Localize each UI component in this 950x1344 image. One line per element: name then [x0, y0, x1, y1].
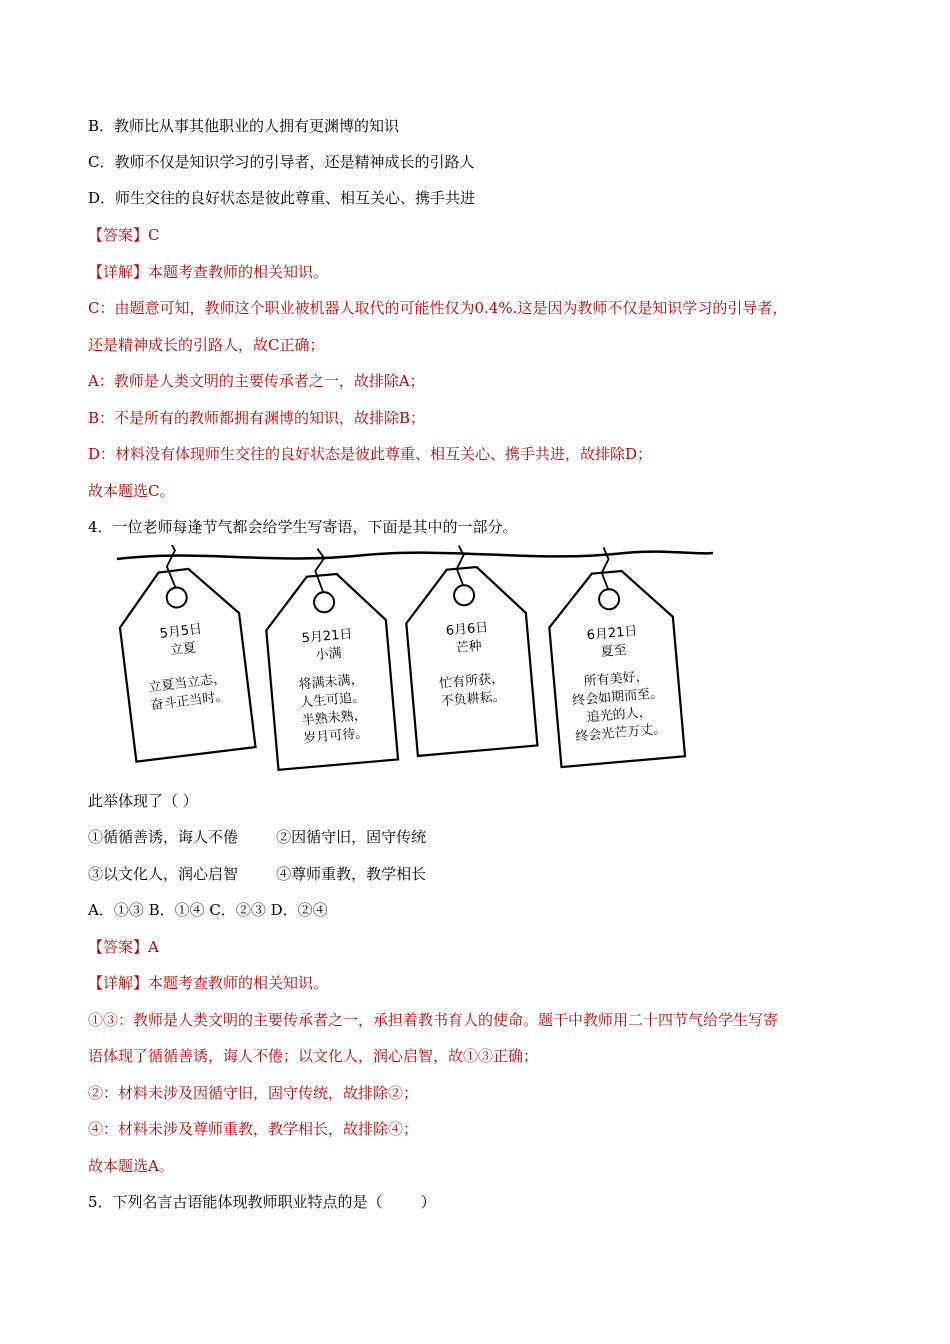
tag-line: 终会光芒万丈。: [574, 721, 667, 745]
tag-line: 岁月可待。: [302, 725, 369, 747]
q4-options-row-1: ①循循善诱，诲人不倦 ②因循守旧，固守传统: [88, 828, 427, 846]
tag-date: 6月6日: [445, 620, 489, 639]
tag-line: 终会如期而至。: [571, 685, 664, 709]
tag-lixia: [115, 545, 256, 762]
q4-options-row-2: ③以文化人，润心启智 ④尊师重教，教学相长: [88, 865, 427, 883]
q3-explanation-2: 还是精神成长的引路人，故C正确；: [88, 336, 325, 354]
hanging-string: [117, 552, 713, 559]
tag-line: 将满未满，: [298, 672, 365, 693]
tag-shape: [402, 563, 537, 756]
tag-line: 所有美好，: [583, 669, 650, 690]
tag-date: 5月5日: [158, 621, 203, 642]
tag-date: 6月21日: [586, 623, 639, 644]
tag-line: 人生可追。: [299, 690, 366, 711]
tag-line: 追光的人，: [586, 705, 653, 726]
q4-conclusion: 故本题选A。: [88, 1157, 174, 1175]
q4-stem: 4．一位老师每逢节气都会给学生写寄语，下面是其中的一部分。: [88, 518, 518, 536]
tag-line: 半熟未熟，: [301, 708, 368, 729]
q3-option-c: C．教师不仅是知识学习的引导者，还是精神成长的引路人: [88, 153, 475, 171]
tag-line: 忙有所获，: [438, 671, 505, 692]
tag-term: 芒种: [455, 638, 483, 657]
q3-explanation-1: C：由题意可知，教师这个职业被机器人取代的可能性仅为0.4%.这是因为教师不仅是知识学习的引导者，: [88, 299, 788, 317]
tag-line: 立夏当立志，: [147, 671, 227, 696]
q4-choices: A．①③ B．①④ C．②③ D．②④: [88, 901, 328, 919]
tag-line: 奋斗正当时。: [149, 689, 230, 714]
q4-answer: 【答案】A: [88, 938, 159, 956]
q3-detail: 【详解】本题考查教师的相关知识。: [88, 263, 329, 281]
q4-question: 此举体现了（ ）: [88, 792, 198, 810]
q4-detail: 【详解】本题考查教师的相关知识。: [88, 974, 329, 992]
q3-option-d: D．师生交往的良好状态是彼此尊重、相互关心、携手共进: [88, 189, 476, 207]
q3-explanation-3: A：教师是人类文明的主要传承者之一，故排除A；: [88, 372, 425, 390]
q4-explanation-3: ②：材料未涉及因循守旧，固守传统，故排除②；: [88, 1084, 419, 1102]
tag-line: 不负耕耘。: [440, 689, 507, 710]
q3-option-b: B．教师比从事其他职业的人拥有更渊博的知识: [88, 117, 400, 135]
q3-explanation-4: B：不是所有的教师都拥有渊博的知识，故排除B；: [88, 409, 426, 427]
q3-explanation-5: D：材料没有体现师生交往的良好状态是彼此尊重、相互关心、携手共进，故排除D；: [88, 445, 653, 463]
tag-term: 立夏: [169, 640, 197, 659]
q4-explanation-2: 语体现了循循善诱，诲人不倦；以文化人，润心启智，故①③正确；: [88, 1047, 539, 1065]
tag-xiazhi: [543, 545, 685, 767]
q3-answer: 【答案】C: [88, 226, 160, 244]
tag-term: 夏至: [600, 642, 628, 661]
tag-xiaoman: [260, 545, 398, 770]
q4-explanation-4: ④：材料未涉及尊师重教，教学相长，故排除④；: [88, 1120, 419, 1138]
solar-term-tags-illustration: [115, 545, 715, 775]
q5-stem: 5．下列名言古语能体现教师职业特点的是（ ）: [88, 1193, 436, 1211]
q3-conclusion: 故本题选C。: [88, 482, 175, 500]
tag-mangzhong: [400, 545, 537, 756]
q4-explanation-1: ①③：教师是人类文明的主要传承者之一，承担着教书育人的使命。题干中教师用二十四节气给学生写寄: [88, 1011, 779, 1029]
tag-date: 5月21日: [301, 626, 354, 647]
tag-term: 小满: [315, 645, 343, 664]
